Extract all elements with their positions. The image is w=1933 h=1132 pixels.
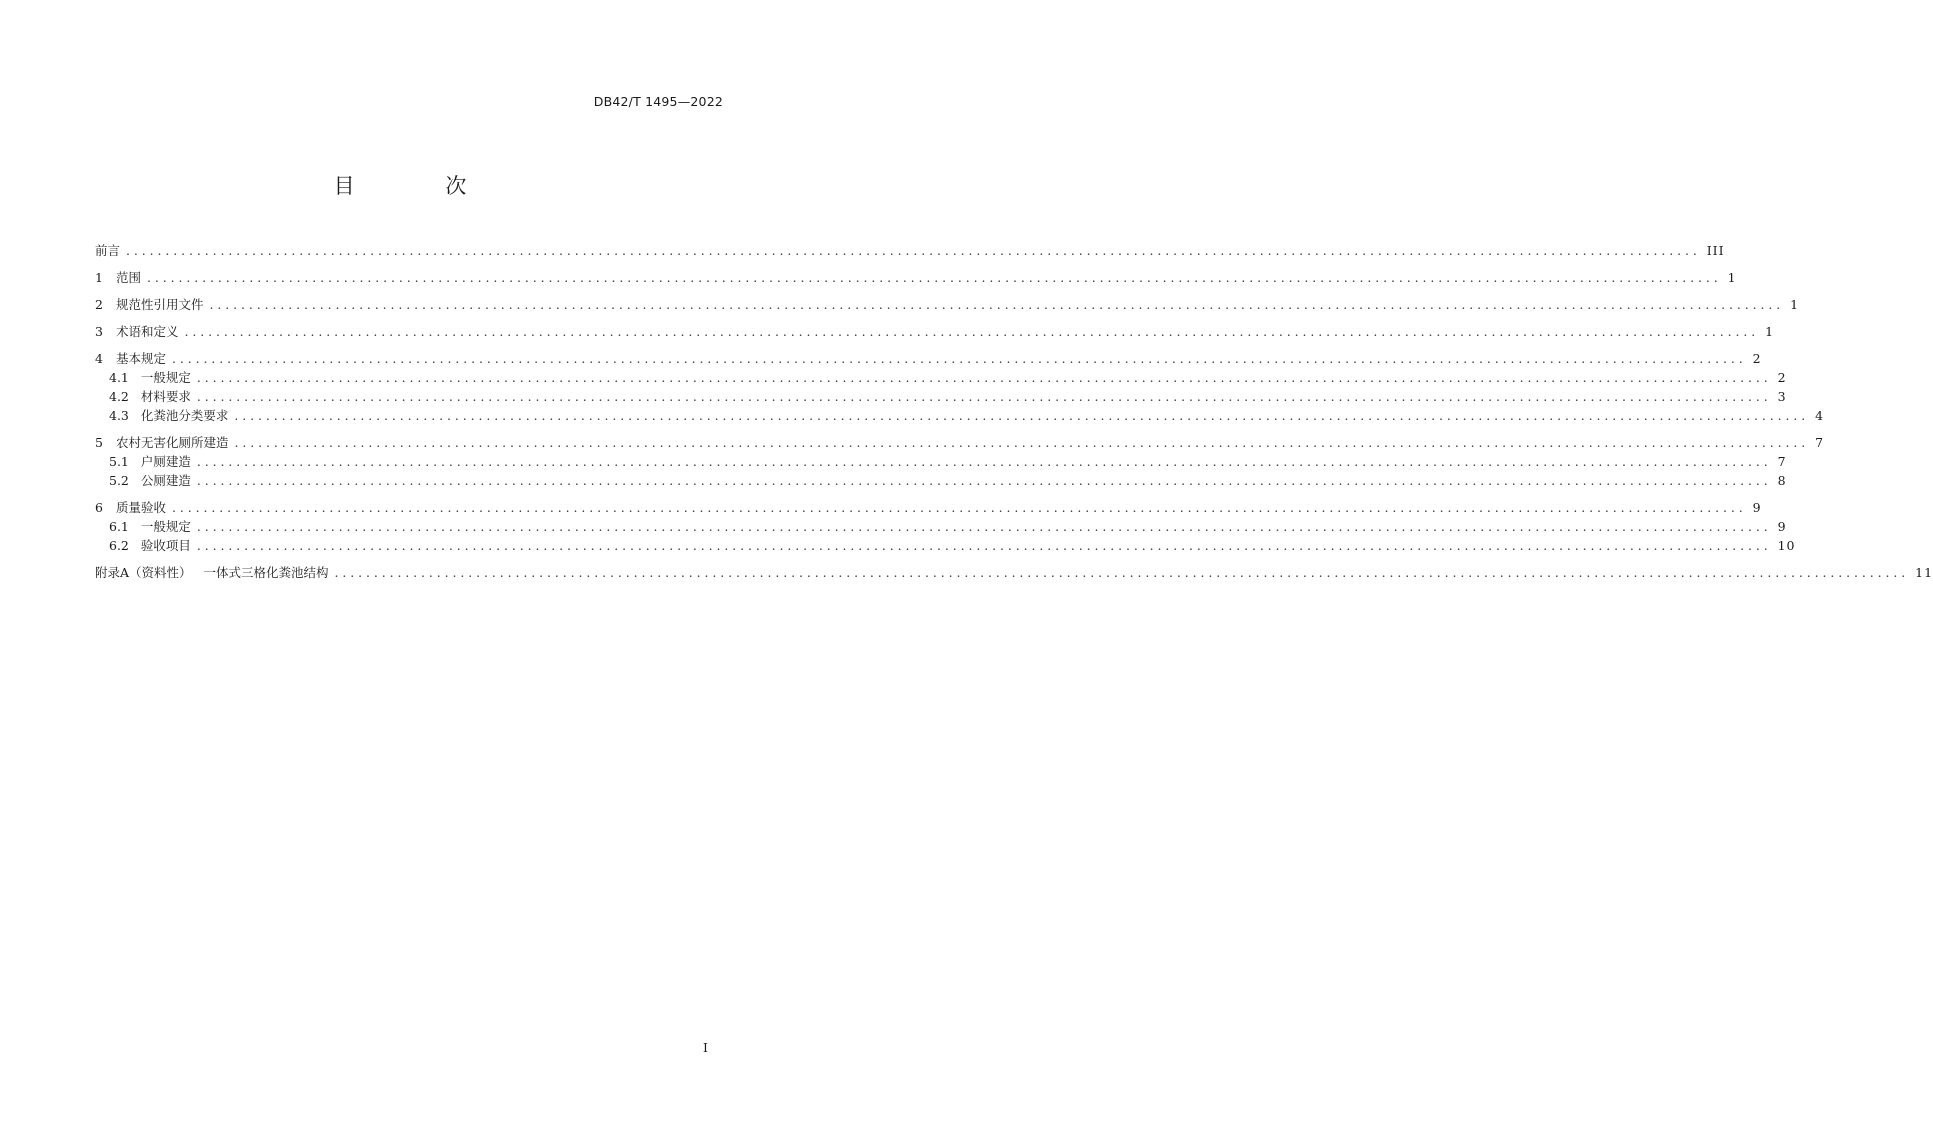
table-of-contents — [95, 241, 1933, 582]
toc-entry[interactable] — [95, 349, 1762, 368]
toc-leader-dots: ........................................................................................................................................................................................................ — [196, 519, 1772, 534]
toc-leader-dots: ........................................................................................................................................................................................................ — [171, 351, 1747, 366]
toc-entry-number: 5 — [95, 435, 103, 450]
toc-entry-label: 农村无害化厕所建造 — [115, 435, 229, 450]
toc-entry-page: 11 — [1915, 565, 1933, 580]
toc-entry[interactable] — [95, 471, 1787, 490]
toc-entry[interactable] — [95, 368, 1787, 387]
toc-entry-label: 前言 — [95, 243, 121, 258]
toc-gap — [95, 341, 723, 349]
toc-entry-label: 公厕建造 — [140, 473, 191, 488]
toc-entry[interactable] — [95, 517, 1787, 536]
toc-leader-dots: ........................................................................................................................................................................................................ — [209, 297, 1785, 312]
toc-entry-number: 4.3 — [109, 408, 129, 423]
toc-entry[interactable] — [95, 563, 1933, 582]
toc-entry[interactable] — [95, 406, 1825, 425]
toc-gap — [95, 314, 723, 322]
toc-entry-number: 4.1 — [109, 370, 129, 385]
page-number: I — [703, 1040, 708, 1055]
toc-leader-dots: ........................................................................................................................................................................................................ — [196, 538, 1772, 553]
toc-entry-page: 1 — [1727, 270, 1737, 285]
toc-entry-number: 3 — [95, 324, 103, 339]
toc-entry-page: 7 — [1777, 454, 1787, 469]
toc-entry-page: 9 — [1752, 500, 1762, 515]
toc-entry-label: 验收项目 — [140, 538, 191, 553]
toc-entry-label: 化粪池分类要求 — [140, 408, 229, 423]
toc-entry-page: III — [1706, 243, 1725, 258]
toc-leader-dots: ........................................................................................................................................................................................................ — [184, 324, 1760, 339]
toc-leader-dots: ........................................................................................................................................................................................................ — [196, 370, 1772, 385]
toc-entry[interactable] — [95, 498, 1762, 517]
toc-leader-dots: ........................................................................................................................................................................................................ — [196, 473, 1772, 488]
toc-entry-number: 1 — [95, 270, 103, 285]
toc-leader-dots: ........................................................................................................................................................................................................ — [171, 500, 1747, 515]
toc-entry-page: 2 — [1777, 370, 1787, 385]
toc-entry[interactable] — [95, 536, 1796, 555]
toc-entry-label: 范围 — [115, 270, 141, 285]
toc-entry-page: 4 — [1815, 408, 1825, 423]
toc-entry[interactable] — [95, 241, 1725, 260]
toc-entry-page: 3 — [1777, 389, 1787, 404]
page-title: 目 次 — [333, 174, 509, 198]
toc-entry-page: 7 — [1815, 435, 1825, 450]
toc-entry-label: 户厕建造 — [140, 454, 191, 469]
toc-entry[interactable] — [95, 433, 1825, 452]
toc-entry[interactable] — [95, 322, 1775, 341]
toc-entry-number: 5.1 — [109, 454, 129, 469]
toc-entry-page: 1 — [1765, 324, 1775, 339]
toc-entry-label: 一般规定 — [140, 519, 191, 534]
toc-leader-dots: ........................................................................................................................................................................................................ — [334, 565, 1910, 580]
toc-entry[interactable] — [95, 268, 1737, 287]
toc-leader-dots: ........................................................................................................................................................................................................ — [196, 389, 1772, 404]
toc-entry-label: 附录A（资料性） 一体式三格化粪池结构 — [95, 565, 329, 580]
toc-entry-number: 6 — [95, 500, 103, 515]
toc-entry-number: 6.2 — [109, 538, 129, 553]
toc-entry-label: 术语和定义 — [115, 324, 179, 339]
toc-leader-dots: ........................................................................................................................................................................................................ — [126, 243, 1701, 258]
toc-entry-number: 4.2 — [109, 389, 129, 404]
toc-entry-label: 一般规定 — [140, 370, 191, 385]
toc-entry-label: 规范性引用文件 — [115, 297, 204, 312]
toc-entry-label: 基本规定 — [115, 351, 166, 366]
toc-entry-number: 4 — [95, 351, 103, 366]
toc-leader-dots: ........................................................................................................................................................................................................ — [146, 270, 1722, 285]
toc-entry[interactable] — [95, 452, 1787, 471]
toc-entry-page: 1 — [1790, 297, 1800, 312]
toc-gap — [95, 287, 723, 295]
toc-entry-number: 5.2 — [109, 473, 129, 488]
toc-gap — [95, 555, 723, 563]
toc-entry-number: 2 — [95, 297, 103, 312]
toc-entry[interactable] — [95, 295, 1800, 314]
toc-entry-label: 材料要求 — [140, 389, 191, 404]
toc-leader-dots: ........................................................................................................................................................................................................ — [234, 435, 1810, 450]
toc-leader-dots: ........................................................................................................................................................................................................ — [234, 408, 1810, 423]
toc-entry-page: 8 — [1777, 473, 1787, 488]
document-id: DB42/T 1495—2022 — [593, 94, 723, 109]
toc-entry-page: 9 — [1777, 519, 1787, 534]
toc-entry-page: 2 — [1752, 351, 1762, 366]
toc-entry[interactable] — [95, 387, 1787, 406]
toc-entry-label: 质量验收 — [115, 500, 166, 515]
toc-entry-number: 6.1 — [109, 519, 129, 534]
toc-entry-page: 10 — [1777, 538, 1796, 553]
toc-gap — [95, 260, 723, 268]
toc-gap — [95, 425, 723, 433]
toc-leader-dots: ........................................................................................................................................................................................................ — [196, 454, 1772, 469]
toc-gap — [95, 490, 723, 498]
